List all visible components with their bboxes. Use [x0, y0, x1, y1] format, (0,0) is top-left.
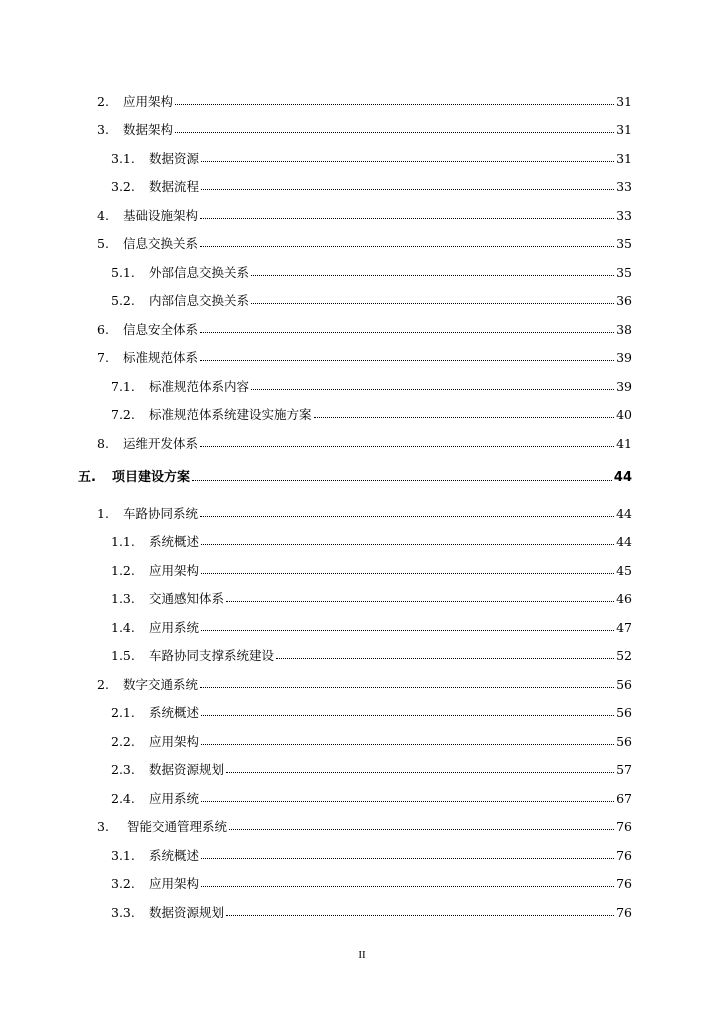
toc-entry-page: 52: [616, 647, 632, 663]
toc-leader-dots: [201, 189, 614, 190]
page-number: II: [358, 949, 366, 961]
toc-entry-page: 45: [616, 562, 632, 578]
toc-entry-title: 外部信息交换关系: [149, 264, 250, 280]
toc-entry-title: 应用架构: [149, 733, 200, 749]
toc-entry-title: 应用系统: [149, 619, 200, 635]
toc-entry-title: 数据资源规划: [149, 904, 225, 920]
toc-entry-number: 2.2.: [111, 733, 135, 749]
toc-entry-number: 6.: [97, 321, 109, 337]
toc-entry-page: 39: [616, 349, 632, 365]
toc-entry-page: 33: [616, 207, 632, 223]
toc-entry-number: 1.4.: [111, 619, 135, 635]
toc-entry-title: 系统概述: [149, 704, 200, 720]
toc-entry-title: 系统概述: [149, 533, 200, 549]
toc-leader-dots: [226, 601, 614, 602]
toc-entry-page: 56: [616, 733, 632, 749]
toc-leader-dots: [175, 104, 614, 105]
toc-entry-title: 数据资源规划: [149, 761, 225, 777]
toc-entry-page: 33: [616, 178, 632, 194]
toc-entry-page: 46: [616, 590, 632, 606]
toc-entry-title: 基础设施架构: [123, 207, 199, 223]
toc-entry[interactable]: [111, 728, 632, 748]
toc-entry-title: 项目建设方案: [112, 470, 191, 485]
toc-entry[interactable]: [111, 557, 632, 577]
toc-leader-dots: [200, 218, 614, 219]
toc-entry-page: 76: [616, 904, 632, 920]
toc-leader-dots: [314, 417, 615, 418]
toc-entry-number: 2.3.: [111, 761, 135, 777]
toc-entry-page: 40: [616, 406, 632, 422]
toc-entry-number: 3.2.: [111, 875, 135, 891]
toc-entry-number: 3.2.: [111, 178, 135, 194]
toc-entry-title: 应用架构: [149, 562, 200, 578]
toc-entry-number: 7.1.: [111, 378, 135, 394]
toc-leader-dots: [201, 573, 614, 574]
toc-entry-title: 系统概述: [149, 847, 200, 863]
toc-entry-number: 5.1.: [111, 264, 135, 280]
toc-entry-page: 47: [616, 619, 632, 635]
toc-entry-page: 35: [616, 235, 632, 251]
toc-entry-number: 5.: [97, 235, 109, 251]
toc-leader-dots: [200, 332, 614, 333]
toc-entry-number: 2.: [97, 676, 109, 692]
toc-leader-dots: [200, 246, 614, 247]
toc-entry-title: 数字交通系统: [123, 676, 199, 692]
toc-entry-number: 1.: [97, 505, 109, 521]
toc-entry-page: 57: [616, 761, 632, 777]
toc-entry-page: 39: [616, 378, 632, 394]
toc-entry-page: 31: [616, 121, 632, 137]
toc-leader-dots: [200, 516, 614, 517]
toc-chapter-entry[interactable]: [78, 464, 632, 484]
toc-entry[interactable]: [97, 230, 632, 250]
toc-entry-page: 44: [613, 470, 632, 485]
toc-leader-dots: [251, 389, 614, 390]
toc-entry-number: 3.1.: [111, 150, 135, 166]
toc-entry-page: 56: [616, 676, 632, 692]
toc-leader-dots: [251, 275, 614, 276]
toc-entry-page: 56: [616, 704, 632, 720]
toc-entry-number: 7.: [97, 349, 109, 365]
toc-entry[interactable]: [111, 614, 632, 634]
toc-entry-title: 数据资源: [149, 150, 200, 166]
toc-entry[interactable]: [111, 585, 632, 605]
toc-entry-page: 76: [616, 847, 632, 863]
toc-entry-number: 5.2.: [111, 292, 135, 308]
toc-entry[interactable]: [111, 287, 632, 307]
toc-entry[interactable]: [111, 899, 632, 919]
toc-entry-number: 3.1.: [111, 847, 135, 863]
toc-leader-dots: [200, 446, 614, 447]
toc-entry-page: 31: [616, 150, 632, 166]
toc-entry[interactable]: [111, 870, 632, 890]
toc-leader-dots: [201, 544, 614, 545]
toc-entry[interactable]: [97, 344, 632, 364]
toc-entry-title: 标准规范体系统建设实施方案: [149, 406, 312, 422]
toc-leader-dots: [201, 744, 614, 745]
toc-leader-dots: [201, 161, 614, 162]
toc-entry[interactable]: [97, 116, 632, 136]
toc-entry-page: 76: [616, 875, 632, 891]
toc-entry[interactable]: [97, 813, 632, 833]
toc-entry-title: 交通感知体系: [149, 590, 225, 606]
toc-entry[interactable]: [111, 373, 632, 393]
toc-leader-dots: [201, 630, 614, 631]
toc-entry-number: 1.5.: [111, 647, 135, 663]
toc-leader-dots: [229, 829, 614, 830]
toc-entry[interactable]: [97, 316, 632, 336]
toc-entry-number: 3.3.: [111, 904, 135, 920]
toc-leader-dots: [175, 132, 614, 133]
toc-entry-title: 信息交换关系: [123, 235, 199, 251]
toc-entry-title: 运维开发体系: [123, 435, 199, 451]
toc-entry-title: 标准规范体系内容: [149, 378, 250, 394]
toc-entry-title: 数据流程: [149, 178, 200, 194]
toc-entry-number: 7.2.: [111, 406, 135, 422]
toc-entry-title: 智能交通管理系统: [127, 818, 228, 834]
toc-entry[interactable]: [111, 699, 632, 719]
toc-leader-dots: [201, 715, 614, 716]
toc-entry-number: 五.: [78, 470, 96, 485]
toc-entry-title: 应用架构: [123, 93, 174, 109]
toc-entry-page: 41: [616, 435, 632, 451]
toc-entry-title: 标准规范体系: [123, 349, 199, 365]
toc-entry-number: 2.1.: [111, 704, 135, 720]
toc-entry[interactable]: [111, 528, 632, 548]
toc-entry-page: 67: [616, 790, 632, 806]
toc-entry-title: 车路协同系统: [123, 505, 199, 521]
toc-entry-title: 应用系统: [149, 790, 200, 806]
toc-entry[interactable]: [97, 430, 632, 450]
toc-entry[interactable]: [111, 642, 632, 662]
toc-entry[interactable]: [111, 842, 632, 862]
toc-entry-number: 2.: [97, 93, 109, 109]
toc-entry[interactable]: [97, 500, 632, 520]
toc-entry-page: 44: [616, 533, 632, 549]
toc-entry[interactable]: [97, 88, 632, 108]
toc-entry-page: 38: [616, 321, 632, 337]
toc-leader-dots: [276, 658, 614, 659]
toc-entry[interactable]: [111, 173, 632, 193]
toc-entry-number: 4.: [97, 207, 109, 223]
toc-entry-number: 8.: [97, 435, 109, 451]
toc-entry-title: 应用架构: [149, 875, 200, 891]
toc-entry-number: 1.3.: [111, 590, 135, 606]
toc-entry-number: 2.4.: [111, 790, 135, 806]
toc-leader-dots: [251, 303, 614, 304]
toc-entry[interactable]: [97, 671, 632, 691]
toc-entry-number: 1.2.: [111, 562, 135, 578]
toc-entry[interactable]: [97, 202, 632, 222]
toc-entry[interactable]: [111, 785, 632, 805]
toc-leader-dots: [201, 886, 614, 887]
toc-leader-dots: [200, 360, 614, 361]
toc-entry[interactable]: [111, 756, 632, 776]
toc-entry-page: 76: [616, 818, 632, 834]
toc-leader-dots: [226, 772, 614, 773]
toc-leader-dots: [201, 801, 614, 802]
toc-entry-title: 信息安全体系: [123, 321, 199, 337]
toc-entry[interactable]: [111, 401, 632, 421]
toc-entry-page: 44: [616, 505, 632, 521]
toc-entry-page: 31: [616, 93, 632, 109]
toc-leader-dots: [200, 687, 614, 688]
toc-entry-number: 3.: [97, 121, 109, 137]
toc-entry-title: 数据架构: [123, 121, 174, 137]
toc-entry-number: 1.1.: [111, 533, 135, 549]
toc-entry[interactable]: [111, 145, 632, 165]
toc-entry-title: 内部信息交换关系: [149, 292, 250, 308]
toc-entry-number: 3.: [97, 818, 109, 834]
toc-leader-dots: [192, 480, 612, 481]
toc-entry-page: 36: [616, 292, 632, 308]
toc-leader-dots: [201, 858, 614, 859]
toc-leader-dots: [226, 915, 614, 916]
toc-entry[interactable]: [111, 259, 632, 279]
toc-entry-page: 35: [616, 264, 632, 280]
toc-entry-title: 车路协同支撑系统建设: [149, 647, 275, 663]
